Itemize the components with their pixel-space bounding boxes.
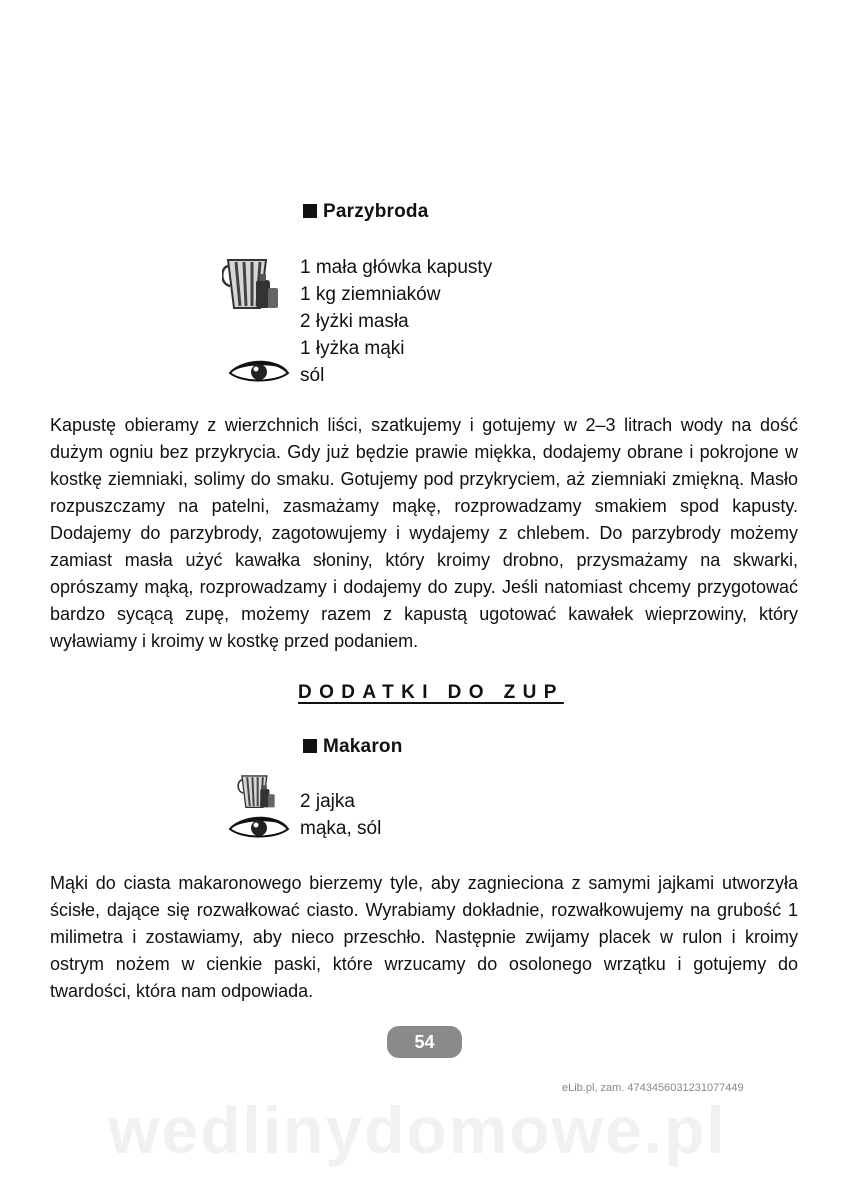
eye-icon: [228, 357, 290, 385]
square-bullet-icon: [303, 204, 317, 218]
page-number: 54: [387, 1026, 462, 1058]
list-item: 1 łyżka mąki: [300, 338, 405, 359]
ingredients-list-parzybroda: [300, 254, 492, 389]
eye-icon: [228, 813, 290, 841]
ingredients-jug-icon: [222, 254, 280, 312]
section-heading: DODATKI DO ZUP: [298, 682, 564, 703]
square-bullet-icon: [303, 739, 317, 753]
list-item: sól: [300, 365, 325, 386]
instructions-makaron: Mąki do ciasta makaronowego bierzemy tyle, aby zagnieciona z samymi jajkami utworzyła ścisłe, dające się rozwałkować ciasto. Wyrabiamy dokładnie, rozwałkowujemy na grubość 1 milimetra i zostawiamy, aby nieco przeschło. Następnie zwijamy placek w rulon i kroimy ostrym nożem w cienkie paski, które wrzucamy do osolonego wrzątku i gotujemy do twardości, która nam odpowiada.: [50, 873, 798, 1001]
recipe-title-makaron: Makaron: [303, 736, 403, 758]
ingredients-jug-icon: [237, 772, 277, 810]
list-item: 2 jajka: [300, 791, 355, 812]
list-item: 1 kg ziemniaków: [300, 284, 441, 305]
footer-license-id: eLib.pl, zam. 4743456031231077449: [562, 1082, 744, 1094]
list-item: 2 łyżki masła: [300, 311, 409, 332]
watermark: wedlinydomowe.pl: [108, 1093, 727, 1167]
list-item: 1 mała główka kapusty: [300, 257, 493, 278]
ingredients-list-makaron: [300, 788, 381, 842]
instructions-parzybroda: Kapustę obieramy z wierzchnich liści, szatkujemy i gotujemy w 2–3 litrach wody na dość dużym ogniu bez przykrycia. Gdy już będzie prawie miękka, dodajemy obrane i pokrojone w kostkę ziemniaki, solimy do smaku. Gotujemy pod przykryciem, aż ziemniaki zmiękną. Masło rozpuszczamy na patelni, zasmażamy mąkę, rozprowadzamy smakiem spod kapusty. Dodajemy do parzybrody, zagotowujemy i wydajemy z chlebem. Do parzybrody możemy zamiast masła użyć kawałka słoniny, który kroimy drobno, przysmażamy na skwarki, oprószamy mąką, rozprowadzamy i dodajemy do zupy. Jeśli natomiast chcemy przygotować bardzo sycącą zupę, możemy razem z kapustą ugotować kawałek wieprzowiny, który wyławiamy i kroimy w kostkę przed podaniem.: [50, 415, 798, 651]
list-item: mąka, sól: [300, 818, 382, 839]
recipe-title-parzybroda: Parzybroda: [303, 201, 428, 223]
